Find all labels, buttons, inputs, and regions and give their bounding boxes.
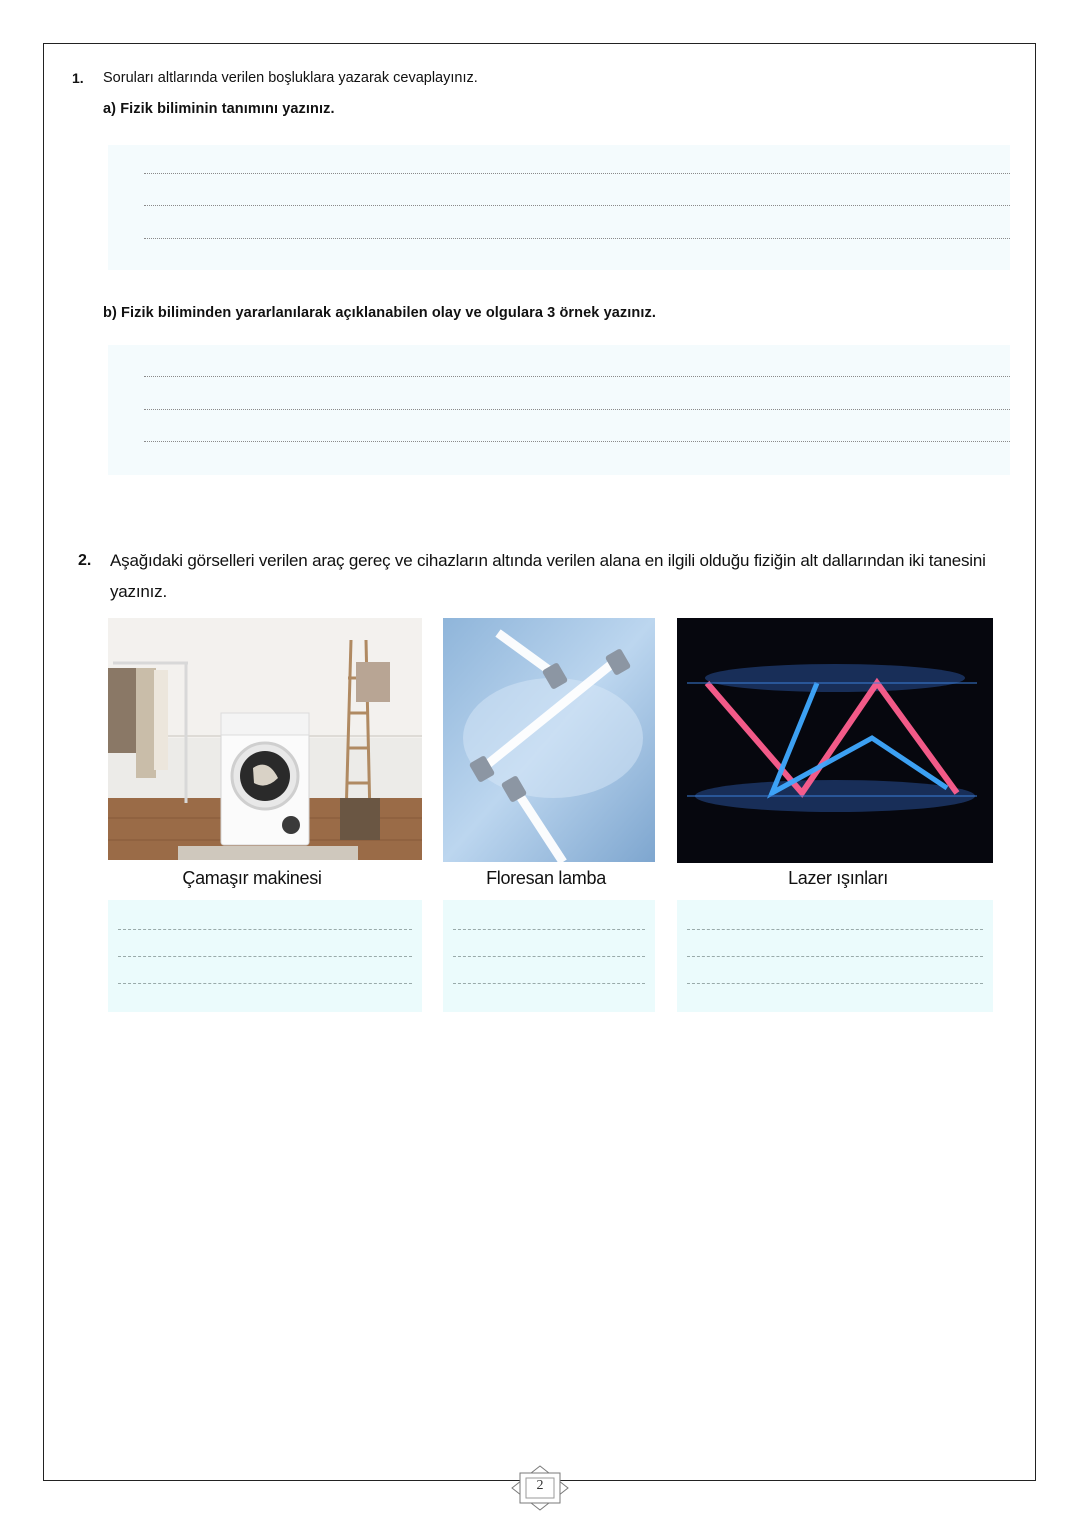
caption-laser-beams: Lazer ışınları bbox=[788, 868, 888, 888]
answer-line bbox=[144, 376, 1010, 377]
answer-line bbox=[453, 956, 645, 957]
answer-line bbox=[144, 409, 1010, 410]
washing-machine-photo bbox=[108, 618, 422, 860]
q1a-answer-area[interactable] bbox=[108, 145, 1010, 270]
answer-line bbox=[118, 983, 412, 984]
q2-number: 2. bbox=[78, 552, 92, 569]
answer-box-washing-machine[interactable] bbox=[108, 900, 422, 1012]
fluorescent-lamp-photo bbox=[443, 618, 655, 862]
q1b-prompt: b) Fizik biliminden yararlanılarak açıklanabilen olay ve olgulara 3 örnek yazınız. bbox=[103, 305, 656, 321]
answer-line bbox=[687, 956, 983, 957]
q2-instruction: Aşağıdaki görselleri verilen araç gereç ve cihazların altında verilen alana en ilgili olduğu fiziğin alt dallarından iki tanesini yazınız. bbox=[110, 551, 986, 601]
answer-line bbox=[687, 983, 983, 984]
caption-washing-machine: Çamaşır makinesi bbox=[182, 868, 322, 888]
answer-line bbox=[144, 205, 1010, 206]
answer-line bbox=[453, 983, 645, 984]
answer-line bbox=[118, 929, 412, 930]
answer-line bbox=[687, 929, 983, 930]
answer-line bbox=[118, 956, 412, 957]
q1-number: 1. bbox=[72, 70, 84, 86]
caption-fluorescent-lamp: Floresan lamba bbox=[486, 868, 606, 888]
answer-line bbox=[144, 173, 1010, 174]
q1a-prompt: a) Fizik biliminin tanımını yazınız. bbox=[103, 101, 335, 117]
answer-line bbox=[144, 441, 1010, 442]
answer-line bbox=[453, 929, 645, 930]
q1-instruction: Soruları altlarında verilen boşluklara yazarak cevaplayınız. bbox=[103, 70, 478, 86]
answer-box-laser-beams[interactable] bbox=[677, 900, 993, 1012]
answer-line bbox=[144, 238, 1010, 239]
laser-beams-photo bbox=[677, 618, 993, 863]
q1b-answer-area[interactable] bbox=[108, 345, 1010, 475]
answer-box-fluorescent-lamp[interactable] bbox=[443, 900, 655, 1012]
page-number: 2 bbox=[536, 1478, 544, 1493]
